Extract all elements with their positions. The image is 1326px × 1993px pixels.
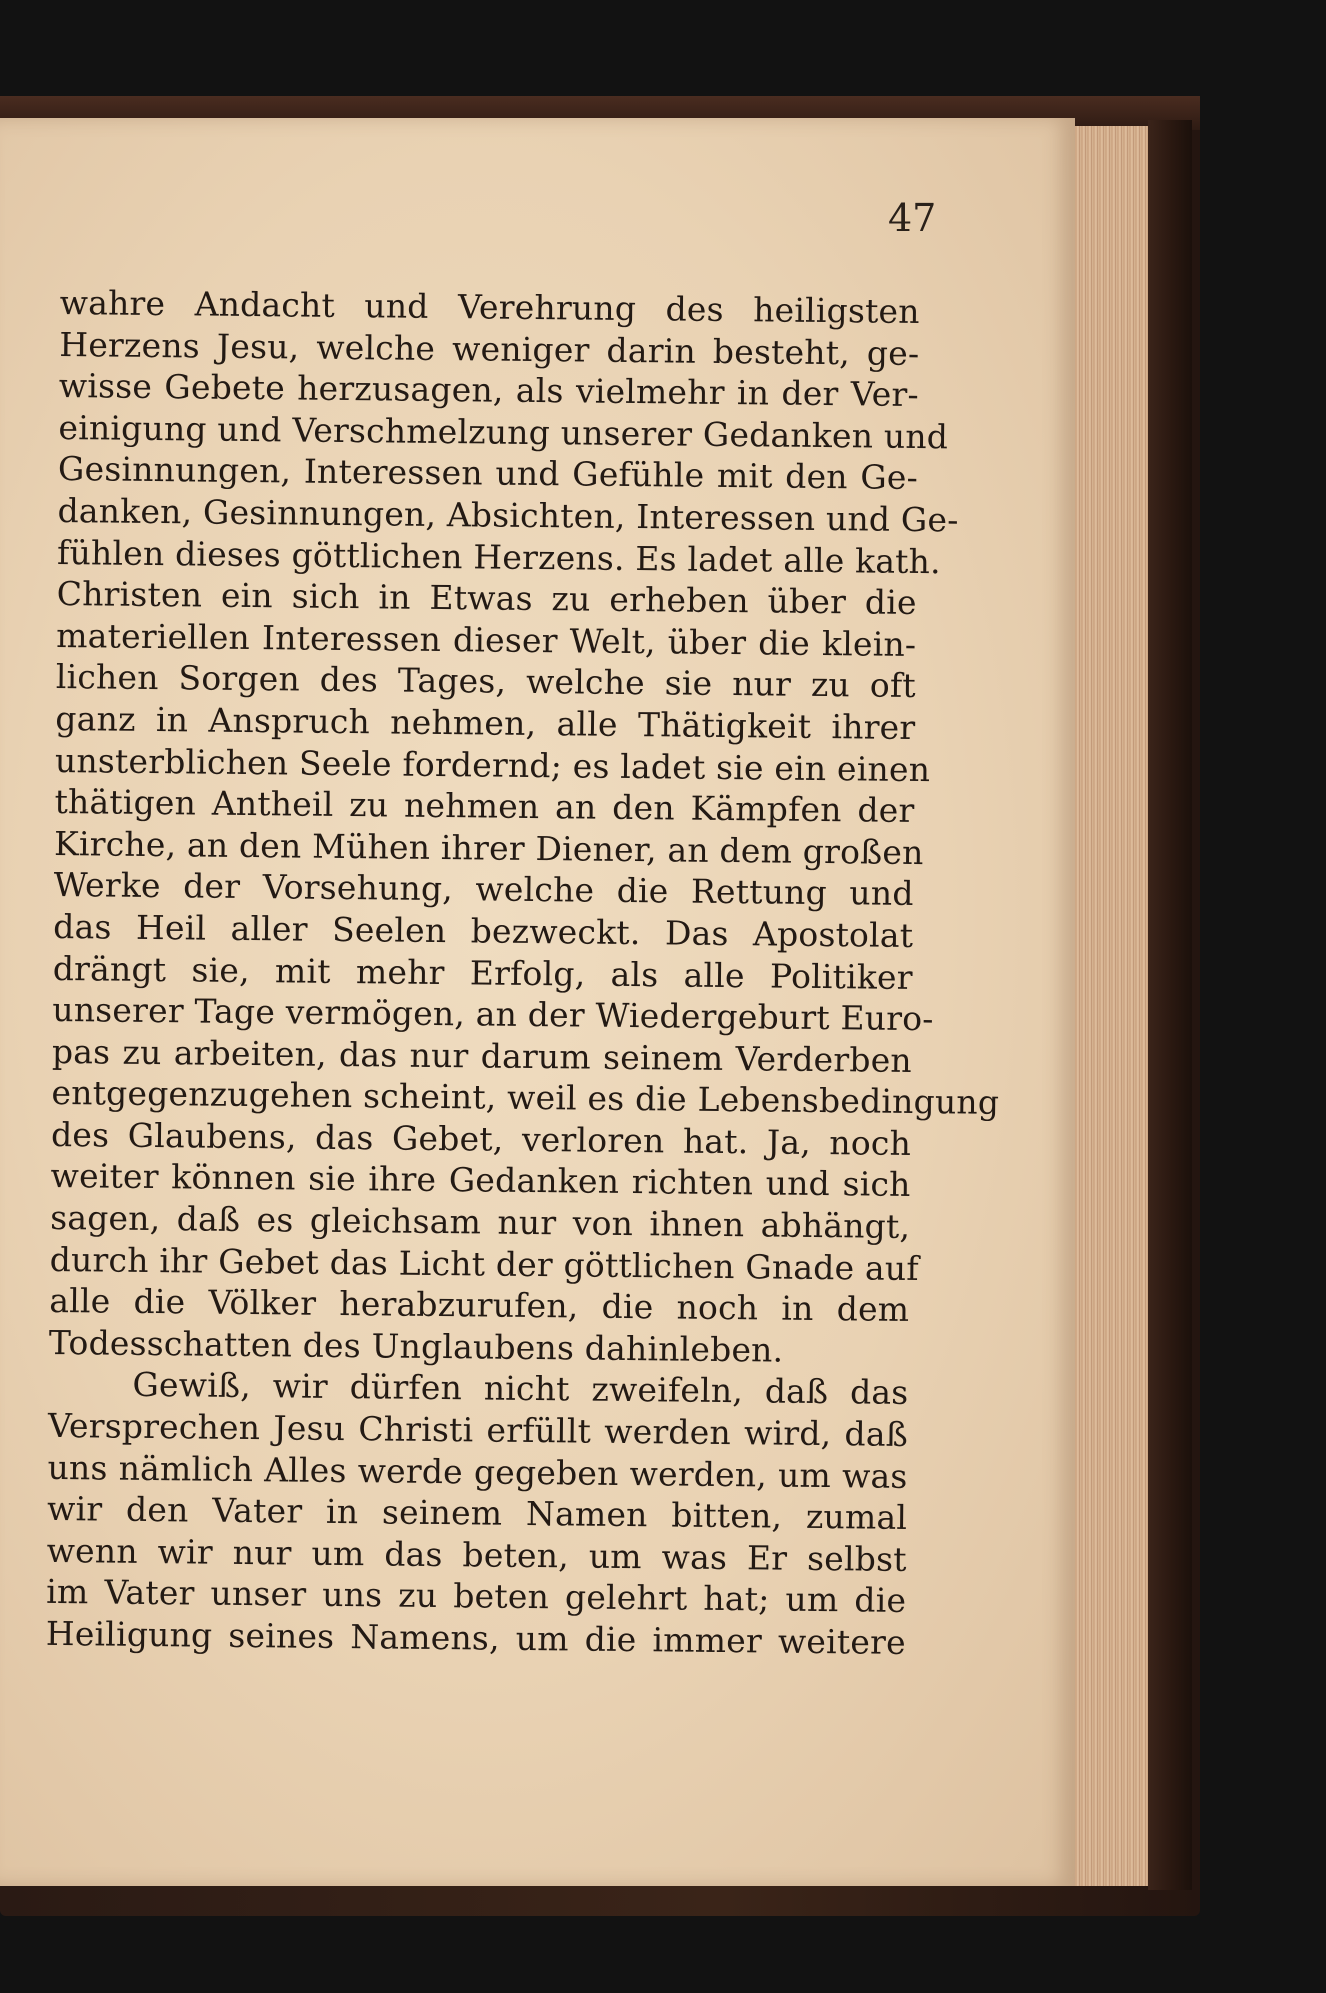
text-line: thätigen Antheil zu nehmen an den Kämpfen der (54, 782, 915, 831)
text-line: lichen Sorgen des Tages, welche sie nur zu oft (55, 657, 917, 706)
text-line: einigung und Verschmelzung unserer Gedanken und (58, 407, 949, 457)
text-line: das Heil aller Seelen bezweckt. Das Apostolat (53, 906, 914, 955)
text-line: Heiligung seines Namens, um die immer weitere (45, 1613, 907, 1662)
text-line: wahre Andacht und Verehrung des heiligsten (59, 282, 920, 332)
text-line: wenn wir nur um das beten, um was Er selbst (46, 1530, 907, 1579)
text-line: entgegenzugehen scheint, weil es die Lebensbedingung (51, 1073, 1000, 1123)
text-line: alle die Völker herabzurufen, die noch in dem (49, 1281, 910, 1330)
text-line: Herzens Jesu, welche weniger darin besteht, ge- (59, 324, 920, 373)
text-line: Gesinnungen, Interessen und Gefühle mit den Ge- (57, 449, 919, 498)
text-line: unserer Tage vermögen, an der Wiedergeburt Euro- (52, 990, 934, 1039)
text-line: Kirche, an den Mühen ihrer Diener, an dem großen (53, 823, 924, 872)
text-line: uns nämlich Alles werde gegeben werden, um was (47, 1447, 908, 1496)
text-line: fühlen dieses göttlichen Herzens. Es ladet alle kath. (56, 532, 941, 581)
text-line: wir den Vater in seinem Namen bitten, zumal (46, 1489, 908, 1538)
text-line: wisse Gebete herzusagen, als vielmehr in der Ver- (58, 366, 920, 415)
text-line: Gewiß, wir dürfen nicht zweifeln, daß das (132, 1365, 909, 1413)
text-line: materiellen Interessen dieser Welt, über die klein- (56, 615, 917, 664)
book-cover-side (1148, 120, 1192, 1890)
text-line: unsterblichen Seele fordernd; es ladet sie ein einen (54, 740, 931, 789)
page-number: 47 (888, 196, 937, 240)
text-line: drängt sie, mit mehr Erfolg, als alle Politiker (52, 948, 913, 997)
text-line: sagen, daß es gleichsam nur von ihnen abhängt, (49, 1198, 911, 1247)
text-line: ganz in Anspruch nehmen, alle Thätigkeit ihrer (55, 698, 916, 747)
text-line: Werke der Vorsehung, welche die Rettung und (53, 865, 914, 914)
text-line: danken, Gesinnungen, Absichten, Interessen und Ge- (57, 490, 959, 540)
text-line: Versprechen Jesu Christi erfüllt werden wird, daß (47, 1405, 909, 1454)
text-line: Todesschatten des Unglaubens dahinleben. (48, 1322, 784, 1370)
text-line: im Vater unser uns zu beten gelehrt hat; um die (46, 1572, 907, 1621)
text-line: weiter können sie ihre Gedanken richten und sich (50, 1156, 911, 1205)
page-text (45, 282, 1000, 1731)
page-edges (1068, 126, 1148, 1886)
text-line: pas zu arbeiten, das nur darum seinem Verderben (51, 1031, 913, 1080)
text-line: durch ihr Gebet das Licht der göttlichen Gnade auf (49, 1239, 919, 1288)
text-line: des Glaubens, das Gebet, verloren hat. Ja, noch (50, 1114, 912, 1163)
text-line: Christen ein sich in Etwas zu erheben über die (56, 574, 917, 623)
